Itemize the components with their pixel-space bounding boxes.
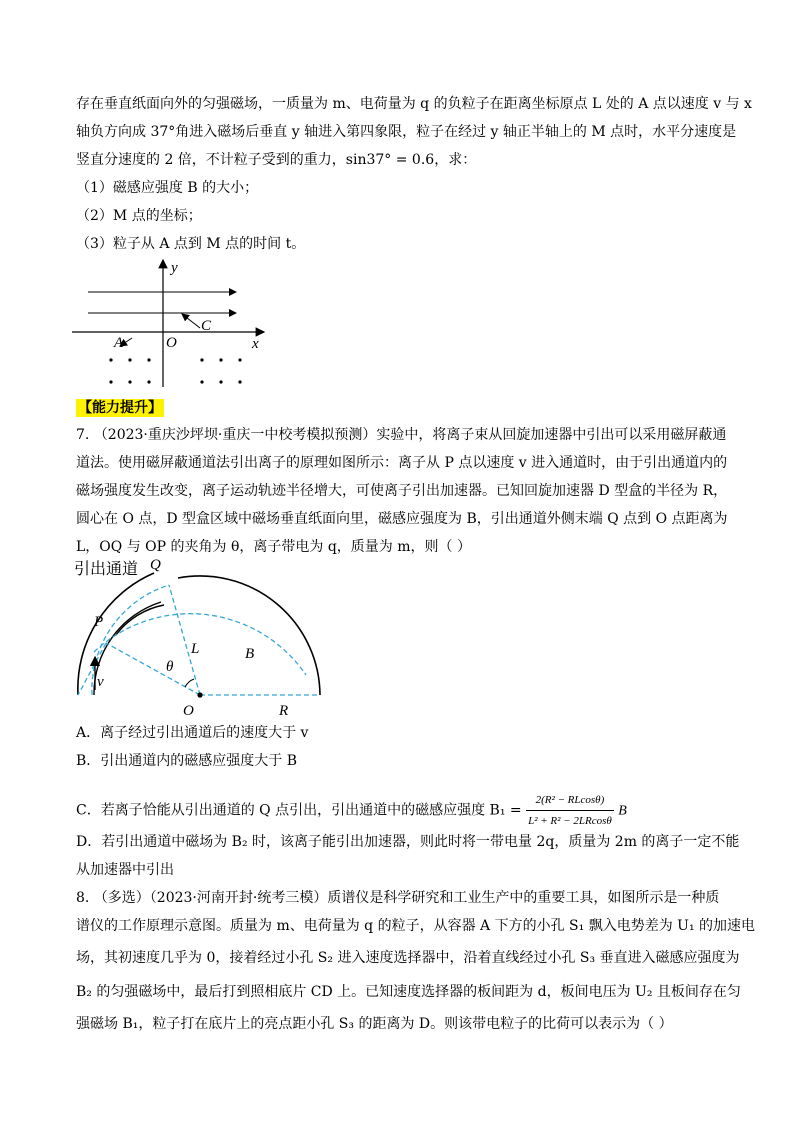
q6-text-line-1: 存在垂直纸面向外的匀强磁场，一质量为 m、电荷量为 q 的负粒子在距离坐标原点 L 处的 A 点以速度 v 与 x bbox=[76, 96, 752, 112]
q7-option-d-line-1: D．若引出通道中磁场为 B₂ 时，该离子能引出加速器，则此时将一带电量 2q，质量为 2m 的离子一定不能 bbox=[76, 834, 740, 850]
q7-option-b: B．引出通道内的磁感应强度大于 B bbox=[76, 753, 298, 769]
q7-figure bbox=[66, 555, 336, 730]
q6-figure bbox=[66, 252, 276, 392]
q7-option-c-fraction bbox=[526, 790, 614, 831]
fraction-numerator: 2(R² − RLcosθ) bbox=[526, 790, 614, 811]
point-c-velocity bbox=[182, 314, 200, 328]
q6-subquestion-3: （3）粒子从 A 点到 M 点的时间 t。 bbox=[76, 236, 306, 252]
y-axis-label: y bbox=[171, 260, 178, 276]
q8-text-line-3: 场，其初速度几乎为 0，接着经过小孔 S₂ 进入速度选择器中，沿着直线经过小孔 S₃ 垂直进入磁感应强度为 bbox=[76, 950, 740, 966]
q7-option-a: A．离子经过引出通道后的速度大于 v bbox=[76, 725, 309, 741]
point-p-label: P bbox=[94, 614, 104, 630]
q8-text-line-2: 谱仪的工作原理示意图。质量为 m、电荷量为 q 的粒子，从容器 A 下方的小孔 S₁ 飘入电势差为 U₁ 的加速电 bbox=[76, 918, 756, 934]
section-label: 【能力提升】 bbox=[78, 400, 162, 416]
point-q-label: Q bbox=[150, 557, 161, 573]
q8-text-line-1: 8. （多选）（2023·河南开封·统考三模）质谱仪是科学研究和工业生产中的重要工具，如图所示是一种质 bbox=[76, 890, 720, 906]
q8-text-line-4: B₂ 的匀强磁场中，最后打到照相底片 CD 上。已知速度选择器的板间距为 d，板间电压为 U₂ 且板间存在匀 bbox=[76, 984, 741, 1000]
q7-text-line-1: 7. （2023·重庆沙坪坝·重庆一中校考模拟预测）实验中，将离子束从回旋加速器中引出可以采用磁屏蔽通 bbox=[76, 427, 727, 443]
segment-op bbox=[106, 643, 200, 695]
point-a-label: A bbox=[114, 335, 124, 351]
segment-oq bbox=[169, 585, 200, 695]
fraction-denominator: L² + R² − 2LRcosθ bbox=[528, 815, 612, 827]
field-b-label: B bbox=[245, 646, 255, 662]
center-o-label: O bbox=[183, 703, 194, 719]
d-box-outer-boundary bbox=[178, 576, 320, 695]
origin-label: O bbox=[166, 335, 177, 351]
angle-theta-label: θ bbox=[166, 659, 174, 675]
velocity-v-label: v bbox=[97, 674, 104, 690]
field-dots bbox=[109, 358, 241, 383]
angle-theta-arc bbox=[185, 679, 194, 687]
q7-option-d-line-2: 从加速器中引出 bbox=[76, 862, 174, 878]
q7-option-c-field: B bbox=[618, 803, 627, 819]
q7-option-c-text: C．若离子恰能从引出通道的 Q 点引出，引出通道中的磁感应强度 B₁ = bbox=[76, 802, 522, 819]
radius-r-label: R bbox=[279, 703, 289, 719]
q7-text-line-3: 磁场强度发生改变，离子运动轨迹半径增大，可使离子引出加速器。已知回旋加速器 D 型盒的半径为 R， bbox=[76, 483, 728, 499]
x-axis-label: x bbox=[252, 336, 259, 352]
q7-text-line-5: L，OQ 与 OP 的夹角为 θ，离子带电为 q，质量为 m，则（ ） bbox=[76, 539, 471, 555]
channel-label: 引出通道 bbox=[74, 561, 139, 578]
q8-text-line-5: 强磁场 B₁，粒子打在底片上的亮点距小孔 S₃ 的距离为 D。则该带电粒子的比荷可以表示为（ ） bbox=[76, 1016, 673, 1032]
q6-text-line-3: 竖直分速度的 2 倍，不计粒子受到的重力，sin37° = 0.6，求： bbox=[76, 152, 477, 168]
q7-text-line-2: 道法。使用磁屏蔽通道法引出离子的原理如图所示：离子从 P 点以速度 v 进入通道时，由于引出通道内的 bbox=[76, 455, 728, 471]
point-c-label: C bbox=[201, 318, 212, 334]
q7-text-line-4: 圆心在 O 点，D 型盒区域中磁场垂直纸面向里，磁感应强度为 B，引出通道外侧末端 Q 点到 O 点距离为 bbox=[76, 511, 728, 527]
channel-inner-wall bbox=[94, 602, 161, 695]
q6-subquestion-1: （1）磁感应强度 B 的大小； bbox=[76, 180, 259, 196]
length-l-label: L bbox=[191, 641, 200, 657]
q7-option-c bbox=[76, 790, 627, 831]
center-point-o bbox=[197, 692, 202, 697]
q6-text-line-2: 轴负方向成 37°角进入磁场后垂直 y 轴进入第四象限，粒子在经过 y 轴正半轴上的 M 点时，水平分速度是 bbox=[76, 124, 737, 140]
q6-subquestion-2: （2）M 点的坐标； bbox=[76, 208, 202, 224]
